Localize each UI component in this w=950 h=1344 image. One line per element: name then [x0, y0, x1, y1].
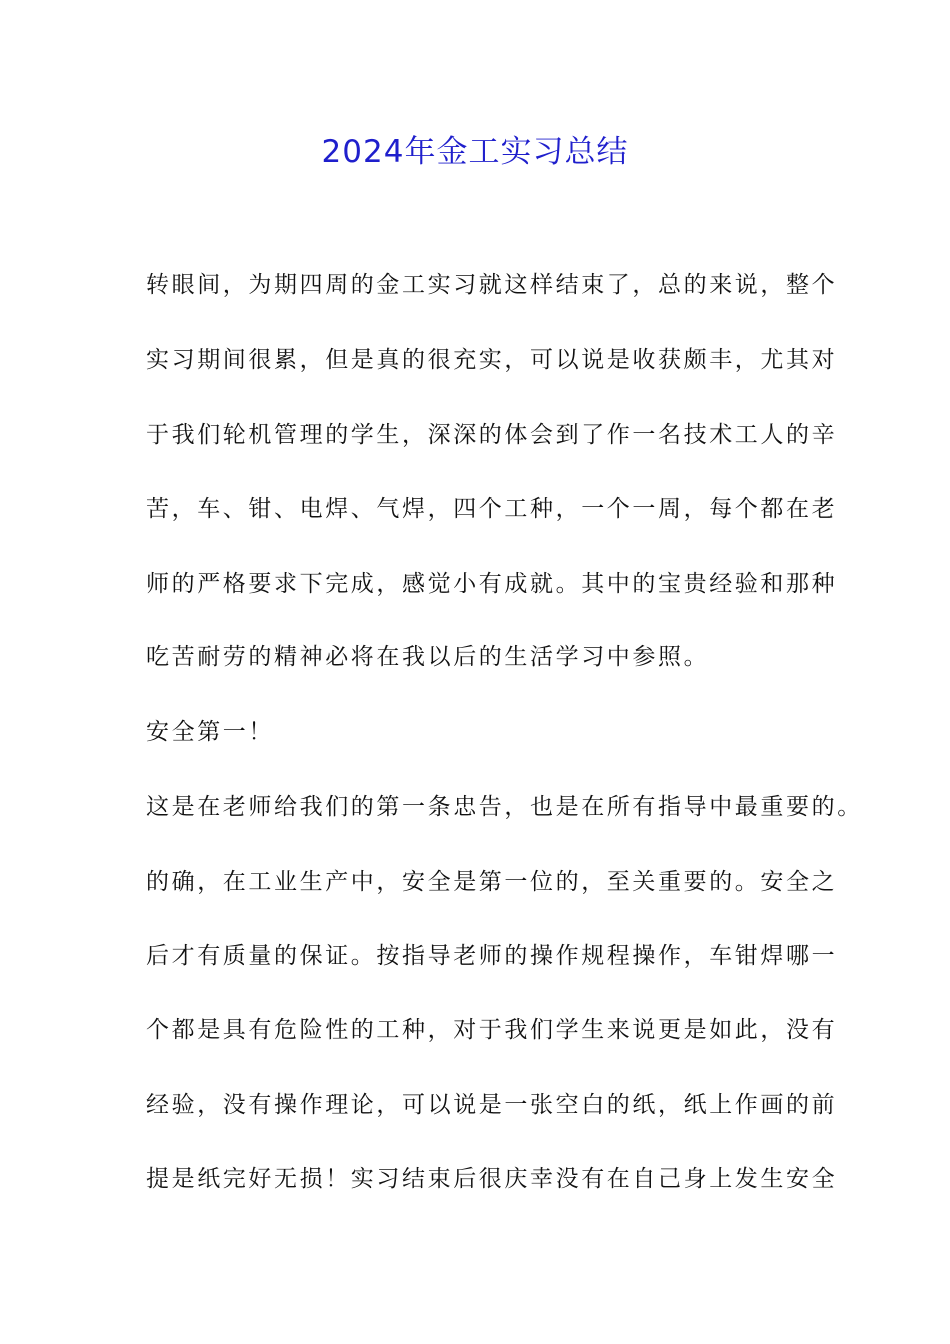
- paragraph-line: 的确，在工业生产中，安全是第一位的，至关重要的。安全之: [146, 869, 838, 895]
- paragraph-line: 后才有质量的保证。按指导老师的操作规程操作，车钳焊哪一: [146, 943, 838, 969]
- paragraph-line: 这是在老师给我们的第一条忠告，也是在所有指导中最重要的。: [146, 794, 863, 820]
- paragraph-line: 转眼间，为期四周的金工实习就这样结束了，总的来说，整个: [146, 272, 838, 298]
- paragraph-line: 实习期间很累，但是真的很充实，可以说是收获颇丰，尤其对: [146, 347, 838, 373]
- paragraph-line: 于我们轮机管理的学生，深深的体会到了作一名技术工人的辛: [146, 422, 838, 448]
- paragraph-line: 个都是具有危险性的工种，对于我们学生来说更是如此，没有: [146, 1017, 838, 1043]
- paragraph-line: 苦，车、钳、电焊、气焊，四个工种，一个一周，每个都在老: [146, 496, 838, 522]
- paragraph-line: 吃苦耐劳的精神必将在我以后的生活学习中参照。: [146, 644, 710, 670]
- section-heading: 安全第一！: [146, 719, 274, 745]
- paragraph-line: 师的严格要求下完成，感觉小有成就。其中的宝贵经验和那种: [146, 571, 838, 597]
- paragraph-line: 经验，没有操作理论，可以说是一张空白的纸，纸上作画的前: [146, 1092, 838, 1118]
- paragraph-line: 提是纸完好无损！实习结束后很庆幸没有在自己身上发生安全: [146, 1166, 838, 1192]
- document-title: 2024年金工实习总结: [321, 134, 629, 170]
